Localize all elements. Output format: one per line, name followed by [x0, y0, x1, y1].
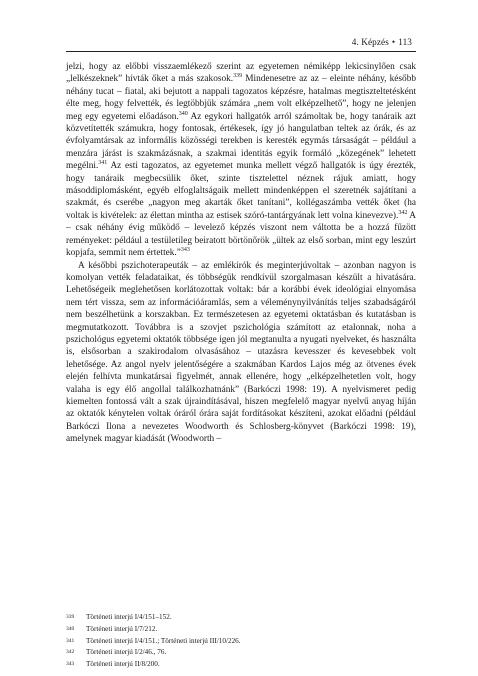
footnote-ref: 341: [98, 160, 108, 167]
footnote: [66, 647, 416, 659]
footnote-number: 343: [66, 661, 75, 668]
header-separator: •: [391, 37, 396, 47]
header-rule: [66, 51, 416, 52]
running-head: [352, 37, 412, 47]
footnote-number: 342: [66, 649, 75, 656]
footnote-number: 341: [66, 637, 75, 644]
footnote-ref: 343: [180, 247, 190, 253]
footnote: [66, 612, 416, 624]
paragraph: [66, 61, 416, 260]
text-run: Az esti tagozatos, az egyetemet munka mellett végző hallgatók is úgy érezték, hogy tanáraik megbecsülik őket, szinte tisztelettel néznek rájuk amiatt, hogy másoddiplomásként, egyéb elfoglaltságaik mellett mindenképpen el szeretnék sajátítani a szakmát, és cserébe „nagyon meg akarták őket tanítani”, kollégaszámba vették őket (ha voltak is kivételek: az élettan mintha az estisek szóró-tantárgyának lett volna kinevezve).: [66, 161, 416, 221]
footnote-ref: 339: [233, 73, 243, 80]
page-number: 113: [398, 37, 412, 47]
footnotes: [66, 612, 416, 671]
footnote-text: Történeti interjú I/2/46., 76.: [86, 648, 167, 657]
body-text: [66, 61, 416, 446]
text-run: Az egykori hallgatók arról számoltak be, hogy tanáraik azt közvetítették számukra, hogy fontosak, értékesek, így jó hangulatban teltek az órák, és az évfolyamtársak az informális közösségi terekben is keresték egymás társaságát – például a menzára járást is szakmázásnak, a szakmai identitás egyik formáló „közegének” lehetett megélni.: [66, 111, 416, 172]
footnote-number: 339: [66, 614, 75, 620]
text-run: A későbbi pszichoterapeuták – az emlékírók és meginterjúvoltak – azonban nagyon is komolyan vették feladataikat, és többségük rendkívül szorgalmasan készült a hivatására. Lehetőségeik meglehetősen korlátozottak voltak: bár a korábbi évek ideológiai elnyomása nem tért vissza, sem az információáramlás, sem a véleménynyilvánítás teljes szabadságáról nem beszélhetünk a korszakban. Ez természetesen az egyetemi oktatásban és kutatásban is megmutatkozott. Továbbra is a szovjet pszichológia számított az etalonnak, noha a pszichológus egyetemi oktatók többsége igen jól megtanulta a nyugati nyelveket, és használta is, elsősorban a szakirodalom olvasásához – utazásra kevesszer és kevesebbek volt lehetősége. Az angol nyelv jelentőségére a szakmában Kardos Lajos még az ötvenes évek elején felhívta munkatársai figyelmét, annak ellenére, hogy „elképzelhetetlen volt, hogy valaha is egy élő angollal találkozhatnánk” (Barkóczi 1998: 19). A nyelvismeret pedig kiemelten fontossá vált a szak újraindításával, hiszen megfelelő magyar nyelvű anyag híján az oktatók kénytelen voltak óráról órára saját fordításokat készíteni, azokat előadni (például Barkóczi Ilona a nevezetes Woodworth és Schlosberg-könyvet (Barkóczi 1998: 19), amelynek magyar kiadását (Woodworth –: [66, 260, 416, 445]
footnote-number: 340: [66, 625, 75, 632]
footnote-ref: 340: [178, 110, 188, 117]
chapter-title: 4. Képzés: [351, 37, 389, 47]
paragraph: [66, 260, 416, 446]
text-run: jelzi, hogy az előbbi visszaemlékező szerint az egyetemen némiképp lekicsinylően csak „lelkészeknek” hívták őket a más szakosok.: [66, 62, 416, 85]
footnote: [66, 659, 416, 671]
footnote-ref: 342: [398, 209, 408, 216]
footnote: [66, 624, 416, 636]
footnote-text: Történeti interjú I/4/151–152.: [86, 613, 172, 621]
text-run: A – csak néhány évig működő – levelező képzés viszont nem váltotta be a hozzá fűzött reményeket: például a testületileg beiratott börtönőrök „ültek az első sorban, mint egy leszúrt kopjafa, semmit nem értettek.”: [66, 210, 416, 259]
text-run: Mindenesetre az az – eleinte néhány, később néhány tucat – fiatal, aki bejutott a nappali tagozatos képzésre, hatalmas megtiszteltetésként élte meg, hogy felvették, és legtöbbjük számára „nem volt elképzelhető”, hogy ne jelenjen meg egy egyetemi előadáson.: [66, 74, 416, 122]
footnote-text: Történeti interjú I/7/212.: [86, 624, 158, 633]
footnote-text: Történeti interjú II/8/200.: [86, 660, 160, 669]
footnote: [66, 636, 416, 648]
footnote-text: Történeti interjú I/4/151.; Történeti interjú III/10/226.: [86, 636, 241, 645]
